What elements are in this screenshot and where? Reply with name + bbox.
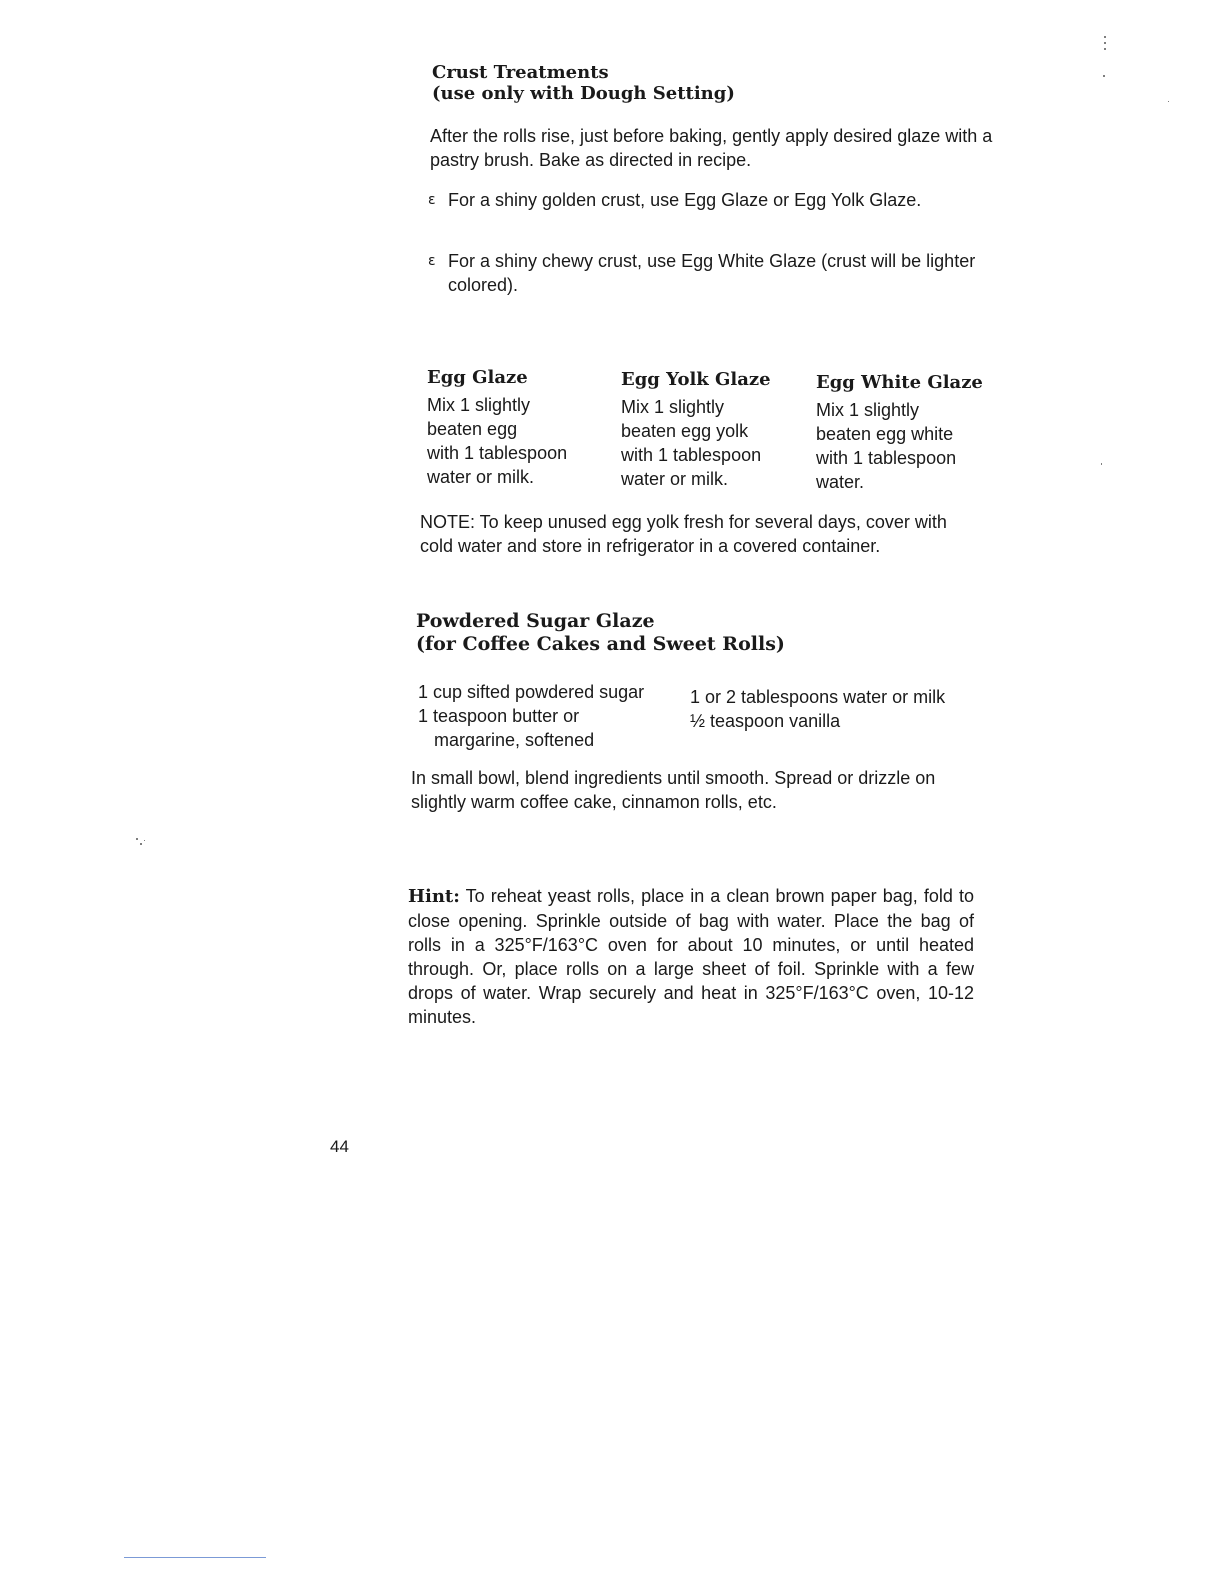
glaze-line: water or milk. xyxy=(621,469,729,489)
hint-paragraph xyxy=(408,884,974,1029)
glaze-column-egg xyxy=(427,366,617,489)
scan-speck xyxy=(136,838,138,840)
glaze-title: Egg Yolk Glaze xyxy=(621,369,771,390)
bullet-marker: ε xyxy=(428,253,436,269)
egg-yolk-note: NOTE: To keep unused egg yolk fresh for several days, cover with cold water and store in refrigerator in a covered container. xyxy=(420,512,947,556)
crust-heading xyxy=(432,62,992,104)
ingredient-line: 1 or 2 tablespoons water or milk xyxy=(690,687,946,707)
scan-speck xyxy=(1168,101,1169,102)
powdered-heading xyxy=(416,610,976,656)
ingredient-line: 1 cup sifted powdered sugar xyxy=(418,682,645,702)
bullet-marker: ε xyxy=(428,192,436,208)
scan-speck xyxy=(1101,463,1102,465)
hint-text: To reheat yeast rolls, place in a clean brown paper bag, fold to close opening. Sprinkle outside of bag with water. Place the bag of rolls in a 325°F/163°C oven for about 10 minutes, or until heated through. Or, place rolls on a large sheet of foil. Sprinkle with a few drops of water. Wrap securely and heat in 325°F/163°C oven, 10-12 minutes. xyxy=(408,886,974,1027)
crust-bullet-text: For a shiny chewy crust, use Egg White Glaze (crust will be lighter colored). xyxy=(448,251,976,295)
scan-speck xyxy=(1104,42,1106,44)
footer-divider xyxy=(124,1557,266,1558)
glaze-line: with 1 tablespoon xyxy=(816,448,957,468)
glaze-line: water or milk. xyxy=(427,467,535,487)
ingredient-line: ½ teaspoon vanilla xyxy=(690,711,841,731)
crust-subtitle: (use only with Dough Setting) xyxy=(432,83,735,104)
page-number: 44 xyxy=(330,1137,349,1156)
scan-speck xyxy=(144,840,145,841)
powdered-title: Powdered Sugar Glaze xyxy=(416,610,655,632)
crust-title: Crust Treatments xyxy=(432,62,609,83)
glaze-line: water. xyxy=(816,472,865,492)
ingredients-left xyxy=(418,680,688,752)
scan-speck xyxy=(1104,48,1106,50)
powdered-subtitle: (for Coffee Cakes and Sweet Rolls) xyxy=(416,633,785,655)
powdered-instructions: In small bowl, blend ingredients until smooth. Spread or drizzle on slightly warm coffee cake, cinnamon rolls, etc. xyxy=(411,768,936,812)
hint-label: Hint: xyxy=(408,886,460,907)
glaze-title: Egg White Glaze xyxy=(816,372,983,393)
crust-bullet-1 xyxy=(428,188,988,212)
glaze-line: beaten egg white xyxy=(816,424,954,444)
glaze-line: Mix 1 slightly xyxy=(621,397,725,417)
scan-speck xyxy=(1103,75,1105,77)
glaze-column-egg-white xyxy=(816,371,1016,494)
scan-speck xyxy=(140,843,142,845)
glaze-line: Mix 1 slightly xyxy=(816,400,920,420)
glaze-line: beaten egg xyxy=(427,419,518,439)
ingredient-line: margarine, softened xyxy=(434,730,595,750)
glaze-line: with 1 tablespoon xyxy=(621,445,762,465)
glaze-title: Egg Glaze xyxy=(427,367,528,388)
ingredients-right xyxy=(690,685,990,733)
glaze-line: Mix 1 slightly xyxy=(427,395,531,415)
crust-intro: After the rolls rise, just before baking, gently apply desired glaze with a pastry brush. Bake as directed in recipe. xyxy=(430,126,993,170)
ingredient-line: 1 teaspoon butter or xyxy=(418,706,580,726)
crust-bullet-2 xyxy=(428,249,988,297)
glaze-line: beaten egg yolk xyxy=(621,421,749,441)
crust-bullet-text: For a shiny golden crust, use Egg Glaze or Egg Yolk Glaze. xyxy=(448,190,922,210)
glaze-column-egg-yolk xyxy=(621,368,811,491)
glaze-line: with 1 tablespoon xyxy=(427,443,568,463)
scan-speck xyxy=(1104,36,1106,38)
